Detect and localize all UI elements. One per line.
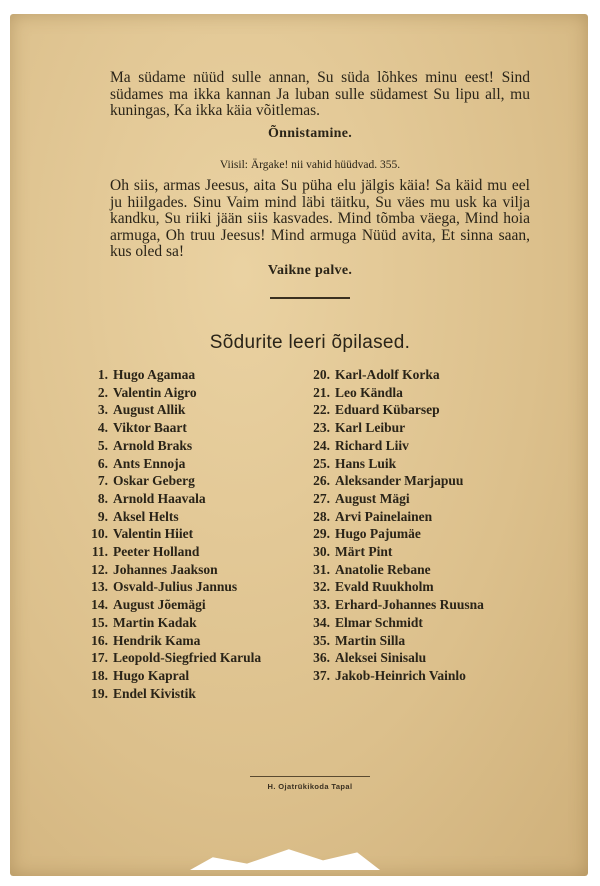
student-number: 1. [97,367,108,382]
student-name: Hugo Kapral [113,667,190,683]
divider-rule [270,297,350,299]
student-list-item [82,401,261,419]
student-name: Hugo Pajumäe [335,526,421,542]
student-list-item [82,455,261,473]
student-list-item [82,596,261,614]
student-name: Ants Ennoja [113,455,186,471]
student-number: 7. [97,473,108,489]
student-number: 12. [91,561,108,577]
student-list-item [82,472,261,490]
student-number: 20. [313,367,330,382]
student-number: 25. [313,455,330,471]
student-list-item [82,649,261,667]
student-number: 23. [313,420,330,436]
student-list-item [304,384,484,402]
student-name: Endel Kivistik [113,685,196,701]
student-name: Arnold Braks [113,437,193,453]
student-name: Valentin Hiiet [113,526,194,542]
student-name: Richard Liiv [335,437,409,453]
student-number: 32. [313,579,330,595]
student-number: 26. [313,473,330,489]
student-number: 3. [97,402,108,418]
student-number: 13. [91,579,108,595]
student-name: Anatolie Rebane [335,561,431,577]
student-name: Karl-Adolf Korka [335,367,440,382]
student-number: 19. [91,685,108,701]
student-list-item [304,649,484,667]
student-list-item [304,667,484,685]
student-list-item [82,366,261,384]
student-number: 22. [313,402,330,418]
student-list-item [82,667,261,685]
student-number: 18. [91,667,108,683]
student-number: 11. [91,544,108,560]
student-name: Hugo Agamaa [113,367,196,382]
student-list-item [82,508,261,526]
student-name: Karl Leibur [335,420,406,436]
student-list-item [304,543,484,561]
student-list-item [82,437,261,455]
student-list-item [82,490,261,508]
student-name: Arnold Haavala [113,490,206,506]
student-name: Märt Pint [335,544,393,560]
student-number: 8. [97,490,108,506]
student-number: 36. [313,650,330,666]
student-name: Valentin Aigro [113,384,197,400]
student-name: Oskar Geberg [113,473,195,489]
student-number: 10. [91,526,108,542]
student-number: 37. [313,667,330,683]
student-number: 31. [313,561,330,577]
student-number: 27. [313,490,330,506]
student-list-item [304,472,484,490]
student-list-item [82,419,261,437]
poem-top-text: Ma südame nüüd sulle annan, Su süda lõhkes minu eest! Sind südames ma ikka kannan Ja luban sulle südamest Su lipu all, mu kuningas, Ka ikka käia võitlemas. [110,69,530,119]
student-list-item [304,419,484,437]
student-number: 16. [91,632,108,648]
student-name: Eduard Kübarsep [335,402,440,418]
student-list-item [82,685,261,703]
melody-line: Viisil: Ärgake! nii vahid hüüdvad. 355. [219,159,401,171]
student-list-item [304,490,484,508]
student-number: 2. [97,384,108,400]
student-name: August Jõemägi [113,597,206,613]
student-list-column-1 [82,366,261,702]
document-page [10,14,588,876]
student-list-item [304,508,484,526]
student-list-item [82,632,261,650]
student-number: 4. [97,420,108,436]
student-list-item [82,525,261,543]
student-name: Martin Kadak [113,614,197,630]
poem-bottom [110,178,530,261]
student-list-item [304,561,484,579]
student-list-item [82,543,261,561]
student-name: Aleksander Marjapuu [335,473,464,489]
student-name: Elmar Schmidt [335,614,423,630]
poem-bottom-text: Oh siis, armas Jeesus, aita Su püha elu jälgis käia! Sa käid mu eel ju hiilgades. Sinu Vaim mind läbi täitku, Su väes mu usk ka vilja kandku, Su riiki jään siis kasvades. Mind tõmba väega, Mind hoia armuga, Oh truu Jeesus! Mind armuga Nüüd avita, Et sinna saan, kus oled sa! [110,177,530,260]
student-number: 24. [313,437,330,453]
student-name: Viktor Baart [113,420,187,436]
student-number: 21. [313,384,330,400]
student-name: Johannes Jaakson [113,561,218,577]
student-list-item [304,455,484,473]
student-name: Evald Ruukholm [335,579,434,595]
blessing-heading: Õnnistamine. [267,126,353,141]
student-number: 6. [97,455,108,471]
student-name: Erhard-Johannes Ruusna [335,597,484,613]
student-name: Osvald-Julius Jannus [113,579,238,595]
student-name: Aleksei Sinisalu [335,650,427,666]
student-name: Peeter Holland [113,544,200,560]
student-number: 28. [313,508,330,524]
student-list-item [304,401,484,419]
student-list-item [304,614,484,632]
student-list-item [304,366,484,384]
student-list-item [304,437,484,455]
printer-imprint: H. Ojatrükikoda Tapal [267,782,353,791]
poem-top [110,70,530,120]
student-list-column-2 [304,366,484,685]
student-name: Aksel Helts [113,508,179,524]
student-number: 14. [91,597,108,613]
student-name: Hendrik Kama [113,632,201,648]
student-name: August Allik [113,402,186,418]
student-number: 33. [313,597,330,613]
student-name: August Mägi [335,490,410,506]
student-number: 17. [91,650,108,666]
student-number: 15. [91,614,108,630]
student-list-title: Sõdurite leeri õpilased. [209,332,411,353]
student-list-item [82,578,261,596]
student-list-item [82,614,261,632]
student-number: 29. [313,526,330,542]
student-number: 5. [97,437,108,453]
printer-divider [250,776,370,777]
student-list-item [304,632,484,650]
student-name: Jakob-Heinrich Vainlo [335,667,466,683]
student-name: Hans Luik [335,455,397,471]
student-list-item [82,384,261,402]
student-number: 30. [313,544,330,560]
student-number: 9. [97,508,108,524]
student-list-item [82,561,261,579]
student-name: Leopold-Siegfried Karula [113,650,262,666]
student-name: Leo Kändla [335,384,403,400]
student-number: 34. [313,614,330,630]
student-number: 35. [313,632,330,648]
silent-prayer-heading: Vaikne palve. [267,263,353,278]
student-list-item [304,596,484,614]
student-name: Martin Silla [335,632,406,648]
student-list-item [304,578,484,596]
student-name: Arvi Painelainen [335,508,433,524]
student-list-item [304,525,484,543]
